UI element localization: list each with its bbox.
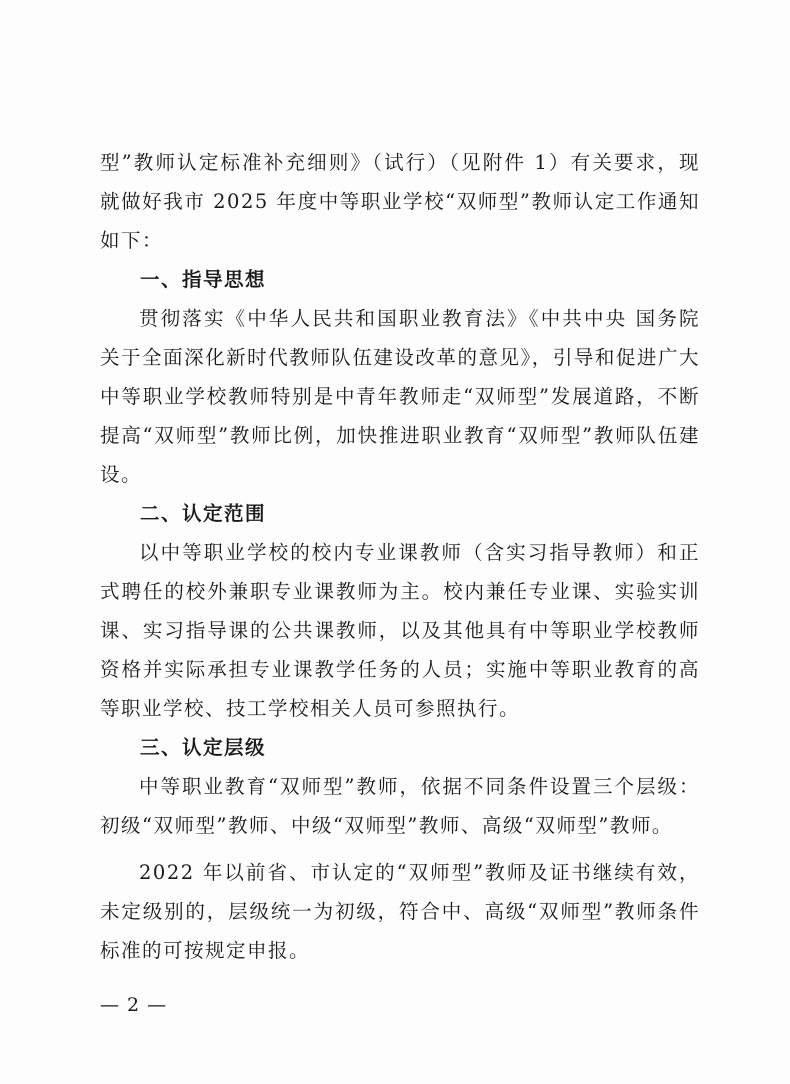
paragraph-gap: [100, 845, 700, 853]
scope-paragraph: 以中等职业学校的校内专业课教师（含实习指导教师）和正式聘任的校外兼职专业课教师为主。校内兼任专业课、实验实训课、实习指导课的公共课教师，以及其他具有中等职业学校教师资格并实际承担专业课教学任务的人员；实施中等职业教育的高等职业学校、技工学校相关人员可参照执行。: [100, 541, 700, 720]
guiding-thought-paragraph: 贯彻落实《中华人民共和国职业教育法》《中共中央 国务院关于全面深化新时代教师队伍建设改革的意见》，引导和促进广大中等职业学校教师特别是中青年教师走“双师型”发展道路，不断提高“双师型”教师比例，加快推进职业教育“双师型”教师队伍建设。: [100, 307, 700, 486]
document-body: [100, 143, 700, 970]
intro-paragraph: 型”教师认定标准补充细则》（试行）（见附件 1）有关要求，现就做好我市 2025 年度中等职业学校“双师型”教师认定工作通知如下：: [100, 151, 700, 252]
levels-note-paragraph: 2022 年以前省、市认定的“双师型”教师及证书继续有效，未定级别的，层级统一为初级，符合中、高级“双师型”教师条件标准的可按规定申报。: [100, 861, 700, 962]
page-number: — 2 —: [100, 994, 168, 1016]
section-heading-scope: 二、认定范围: [140, 502, 267, 525]
section-heading-levels: 三、认定层级: [140, 736, 267, 759]
levels-paragraph: 中等职业教育“双师型”教师，依据不同条件设置三个层级：初级“双师型”教师、中级“双师型”教师、高级“双师型”教师。: [100, 775, 700, 837]
section-heading-guiding-thought: 一、指导思想: [140, 268, 267, 291]
